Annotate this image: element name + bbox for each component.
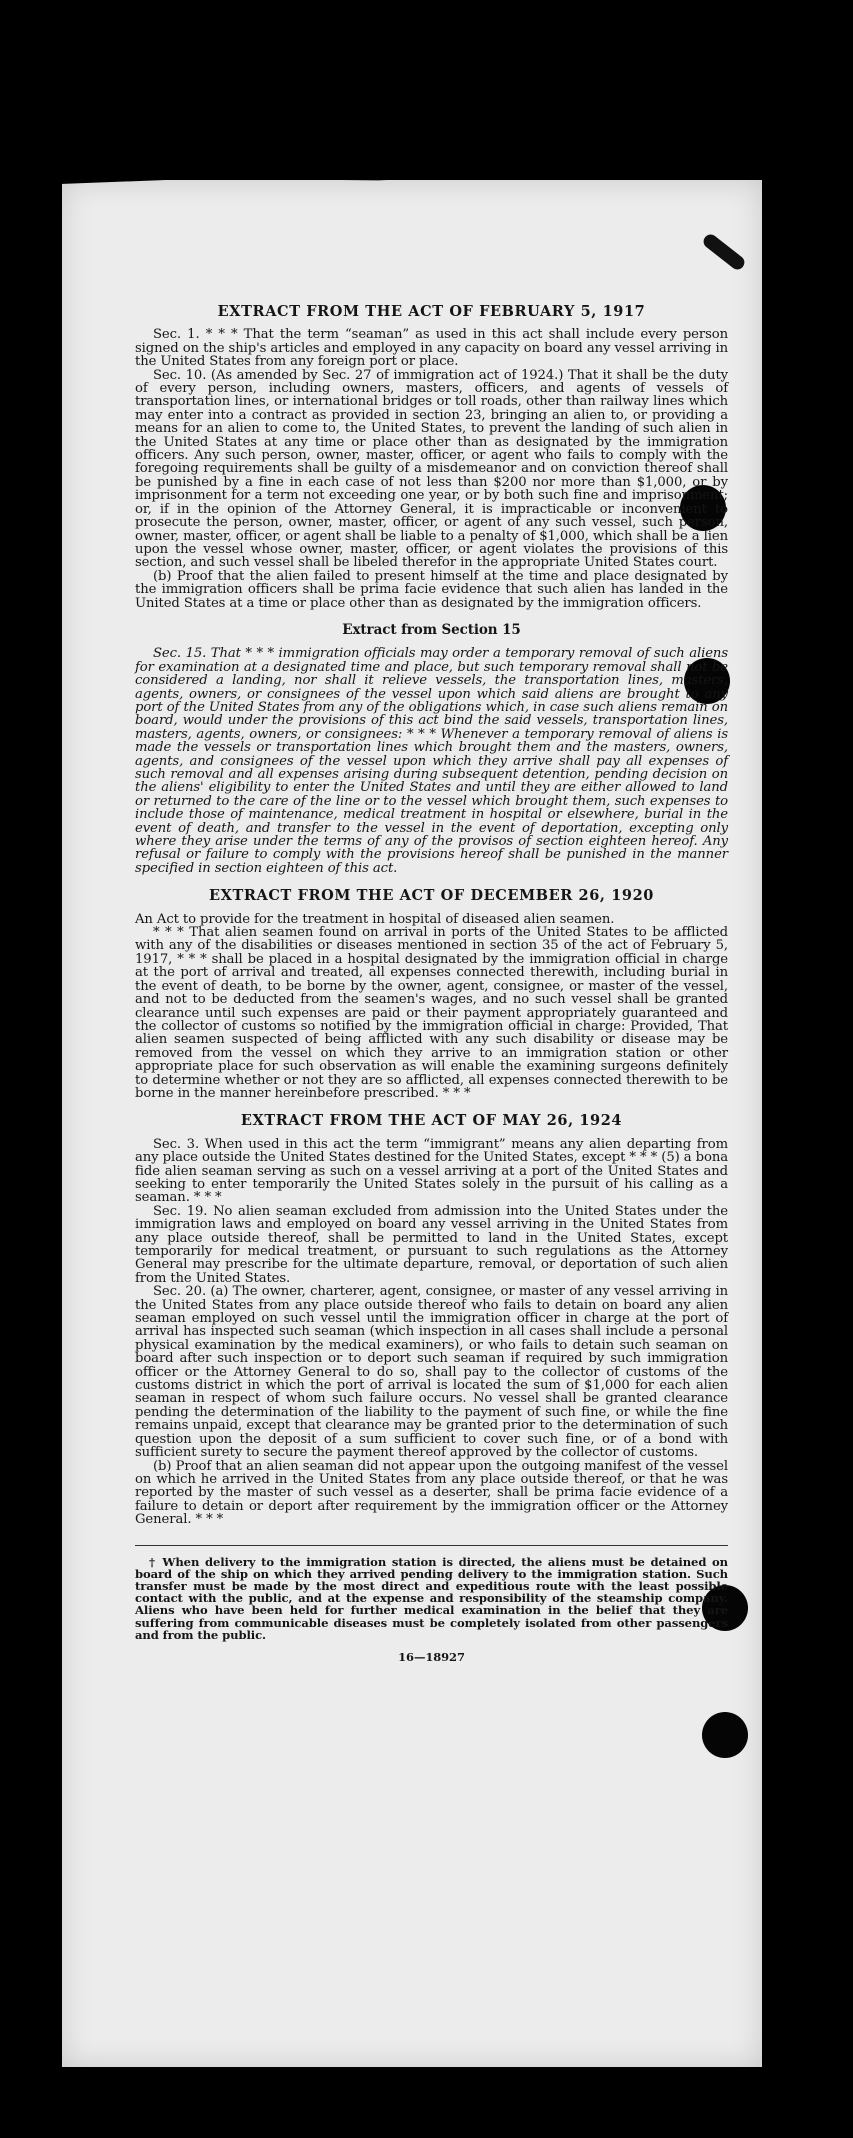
paragraph: Sec. 1. * * * That the term “seaman” as used in this act shall include every person signed on the ship's articles and employed in any capacity on board any vessel arriving in the United States from any foreign port or place. [135, 327, 728, 370]
document-body [135, 305, 728, 1664]
section-15 [135, 621, 728, 876]
footnote: † When delivery to the immigration station is directed, the aliens must be detained on board of the ship on which they arrived pending delivery to the immigration station. Such transfer must be made by the most direct and expeditious route with the least possible contact with the public, and at the expense and responsibility of the steamship company. Aliens who have been held for further medical examination in the belief that they are suffering from communicable diseases must be completely isolated from other passengers and from the public. [135, 1554, 728, 1642]
section-act-1920 [135, 889, 728, 1100]
divider [135, 1545, 728, 1546]
torn-top-edge [60, 166, 766, 184]
paragraph: (b) Proof that an alien seaman did not appear upon the outgoing manifest of the vessel on which he arrived in the United States from any place outside thereof, or that he was reported by the master of such vessel as a deserter, shall be prima facie evidence of a failure to detain or deport after requirement by the immigration officer or the Attorney General. * * * [135, 1458, 728, 1528]
section-act-1917 [135, 305, 728, 610]
act-title-line: An Act to provide for the treatment in hospital of diseased alien seamen. [135, 911, 615, 927]
paragraph: Sec. 20. (a) The owner, charterer, agent, consignee, or master of any vessel arriving in the United States from any place outside thereof who fails to detain on board any alien seaman employed on such vessel until the immigration officer in charge at the port of arrival has inspected such seaman (which inspection in all cases shall include a personal physical examination by the medical examiners), or who fails to detain such seaman on board after such inspection or to deport such seaman if required by such immigration officer or the Attorney General to do so, shall pay to the collector of customs of the customs district in which the port of arrival is located the sum of $1,000 for each alien seaman in respect of whom such failure occurs. No vessel shall be granted clearance pending the determination of the liability to the payment of such fine, or while the fine remains unpaid, except that clearance may be granted prior to the determination of such question upon the deposit of a sum sufficient to cover such fine, or of a bond with sufficient surety to secure the payment thereof approved by the collector of customs. [135, 1284, 728, 1461]
paragraph: Sec. 19. No alien seaman excluded from admission into the United States under the immigration laws and employed on board any vessel arriving in the United States from any place outside thereof, shall be permitted to land in the United States, except temporarily for medical treatment, or pursuant to such regulations as the Attorney General may prescribe for the ultimate departure, removal, or deportation of such alien from the United States. [135, 1203, 728, 1286]
paragraph: * * * That alien seamen found on arrival in ports of the United States to be afflicted with any of the disabilities or diseases mentioned in section 35 of the act of February 5, 1917, * * * shall be placed in a hospital designated by the immigration official in charge at the port of arrival and treated, all expenses connected therewith, including burial in the event of death, to be borne by the owner, agent, consignee, or master of the vessel, and not to be deducted from the seamen's wages, and no such vessel shall be granted clearance until such expenses are paid or their payment appropriately guaranteed and the collector of customs so notified by the immigration official in charge: Provided, That alien seamen suspected of being afflicted with any such disability or disease may be removed from the vessel on which they arrive to an immigration station or other appropriate place for such observation as will enable the examining surgeons definitely to determine whether or not they are so afflicted, all expenses connected therewith to be borne in the manner hereinbefore prescribed. * * * [135, 925, 728, 1101]
paragraph: (b) Proof that the alien failed to present himself at the time and place designated by the immigration officers shall be prima facie evidence that such alien has landed in the United States at a time or place other than as designated by the immigration officers. [135, 568, 728, 611]
section-heading: EXTRACT FROM THE ACT OF MAY 26, 1924 [240, 1112, 623, 1130]
section-act-1924 [135, 1114, 728, 1526]
section-heading: EXTRACT FROM THE ACT OF DECEMBER 26, 1920 [209, 887, 654, 905]
paragraph: Sec. 10. (As amended by Sec. 27 of immigration act of 1924.) That it shall be the duty of every person, including owners, masters, officers, and agents of vessels of transportation lines, or international bridges or toll roads, other than railway lines which may enter into a contract as provided in section 23, bringing an alien to, or providing a means for an alien to come to, the United States, to prevent the landing of such alien in the United States at any time or place other than as designated by the immigration officers. Any such person, owner, master, officer, or agent who fails to comply with the foregoing requirements shall be guilty of a misdemeanor and on conviction thereof shall be punished by a fine in each case of not less than $200 nor more than $1,000, or by imprisonment for a term not exceeding one year, or by both such fine and imprisonment; or, if in the opinion of the Attorney General, it is impracticable or inconvenient to prosecute the person, owner, master, officer, or agent of any such vessel, such person, owner, master, officer, or agent shall be liable to a penalty of $1,000, which shall be a lien upon the vessel whose owner, master, officer, or agent violates the provisions of this section, and such vessel shall be libeled therefor in the appropriate United States court. [135, 367, 728, 571]
paragraph: Sec. 3. When used in this act the term “immigrant” means any alien departing from any place outside the United States destined for the United States, except * * * (5) a bona fide alien seaman serving as such on a vessel arriving at a port of the United States and seeking to enter temporarily the United States solely in the pursuit of his calling as a seaman. * * * [135, 1136, 728, 1206]
paragraph: Sec. 15. That * * * immigration officials may order a temporary removal of such aliens for examination at a designated time and place, but such temporary removal shall not be considered a landing, nor shall it relieve vessels, the transportation lines, masters, agents, owners, or consignees of the vessel upon which said aliens are brought to any port of the United States from any of the obligations which, in case such aliens remain on board, would under the provisions of this act bind the said vessels, transportation lines, masters, agents, owners, or consignees: * * * Whenever a temporary removal of aliens is made the vessels or transportation lines which brought them and the masters, owners, agents, and consignees of the vessel upon which they arrive shall pay all expenses of such removal and all expenses arising during subsequent detention, pending decision on the aliens' eligibility to enter the United States and until they are either allowed to land or returned to the care of the line or to the vessel which brought them, such expenses to include those of maintenance, medical treatment in hospital or elsewhere, burial in the event of death, and transfer to the vessel in the event of deportation, excepting only where they arise under the terms of any of the provisos of section eighteen hereof. Any refusal or failure to comply with the provisions hereof shall be punished in the manner specified in section eighteen of this act. [135, 646, 728, 876]
punch-hole [702, 1712, 748, 1758]
section-heading: EXTRACT FROM THE ACT OF FEBRUARY 5, 1917 [217, 303, 646, 320]
section-heading: Extract from Section 15 [342, 621, 521, 638]
form-number: 16—18927 [398, 1649, 465, 1664]
